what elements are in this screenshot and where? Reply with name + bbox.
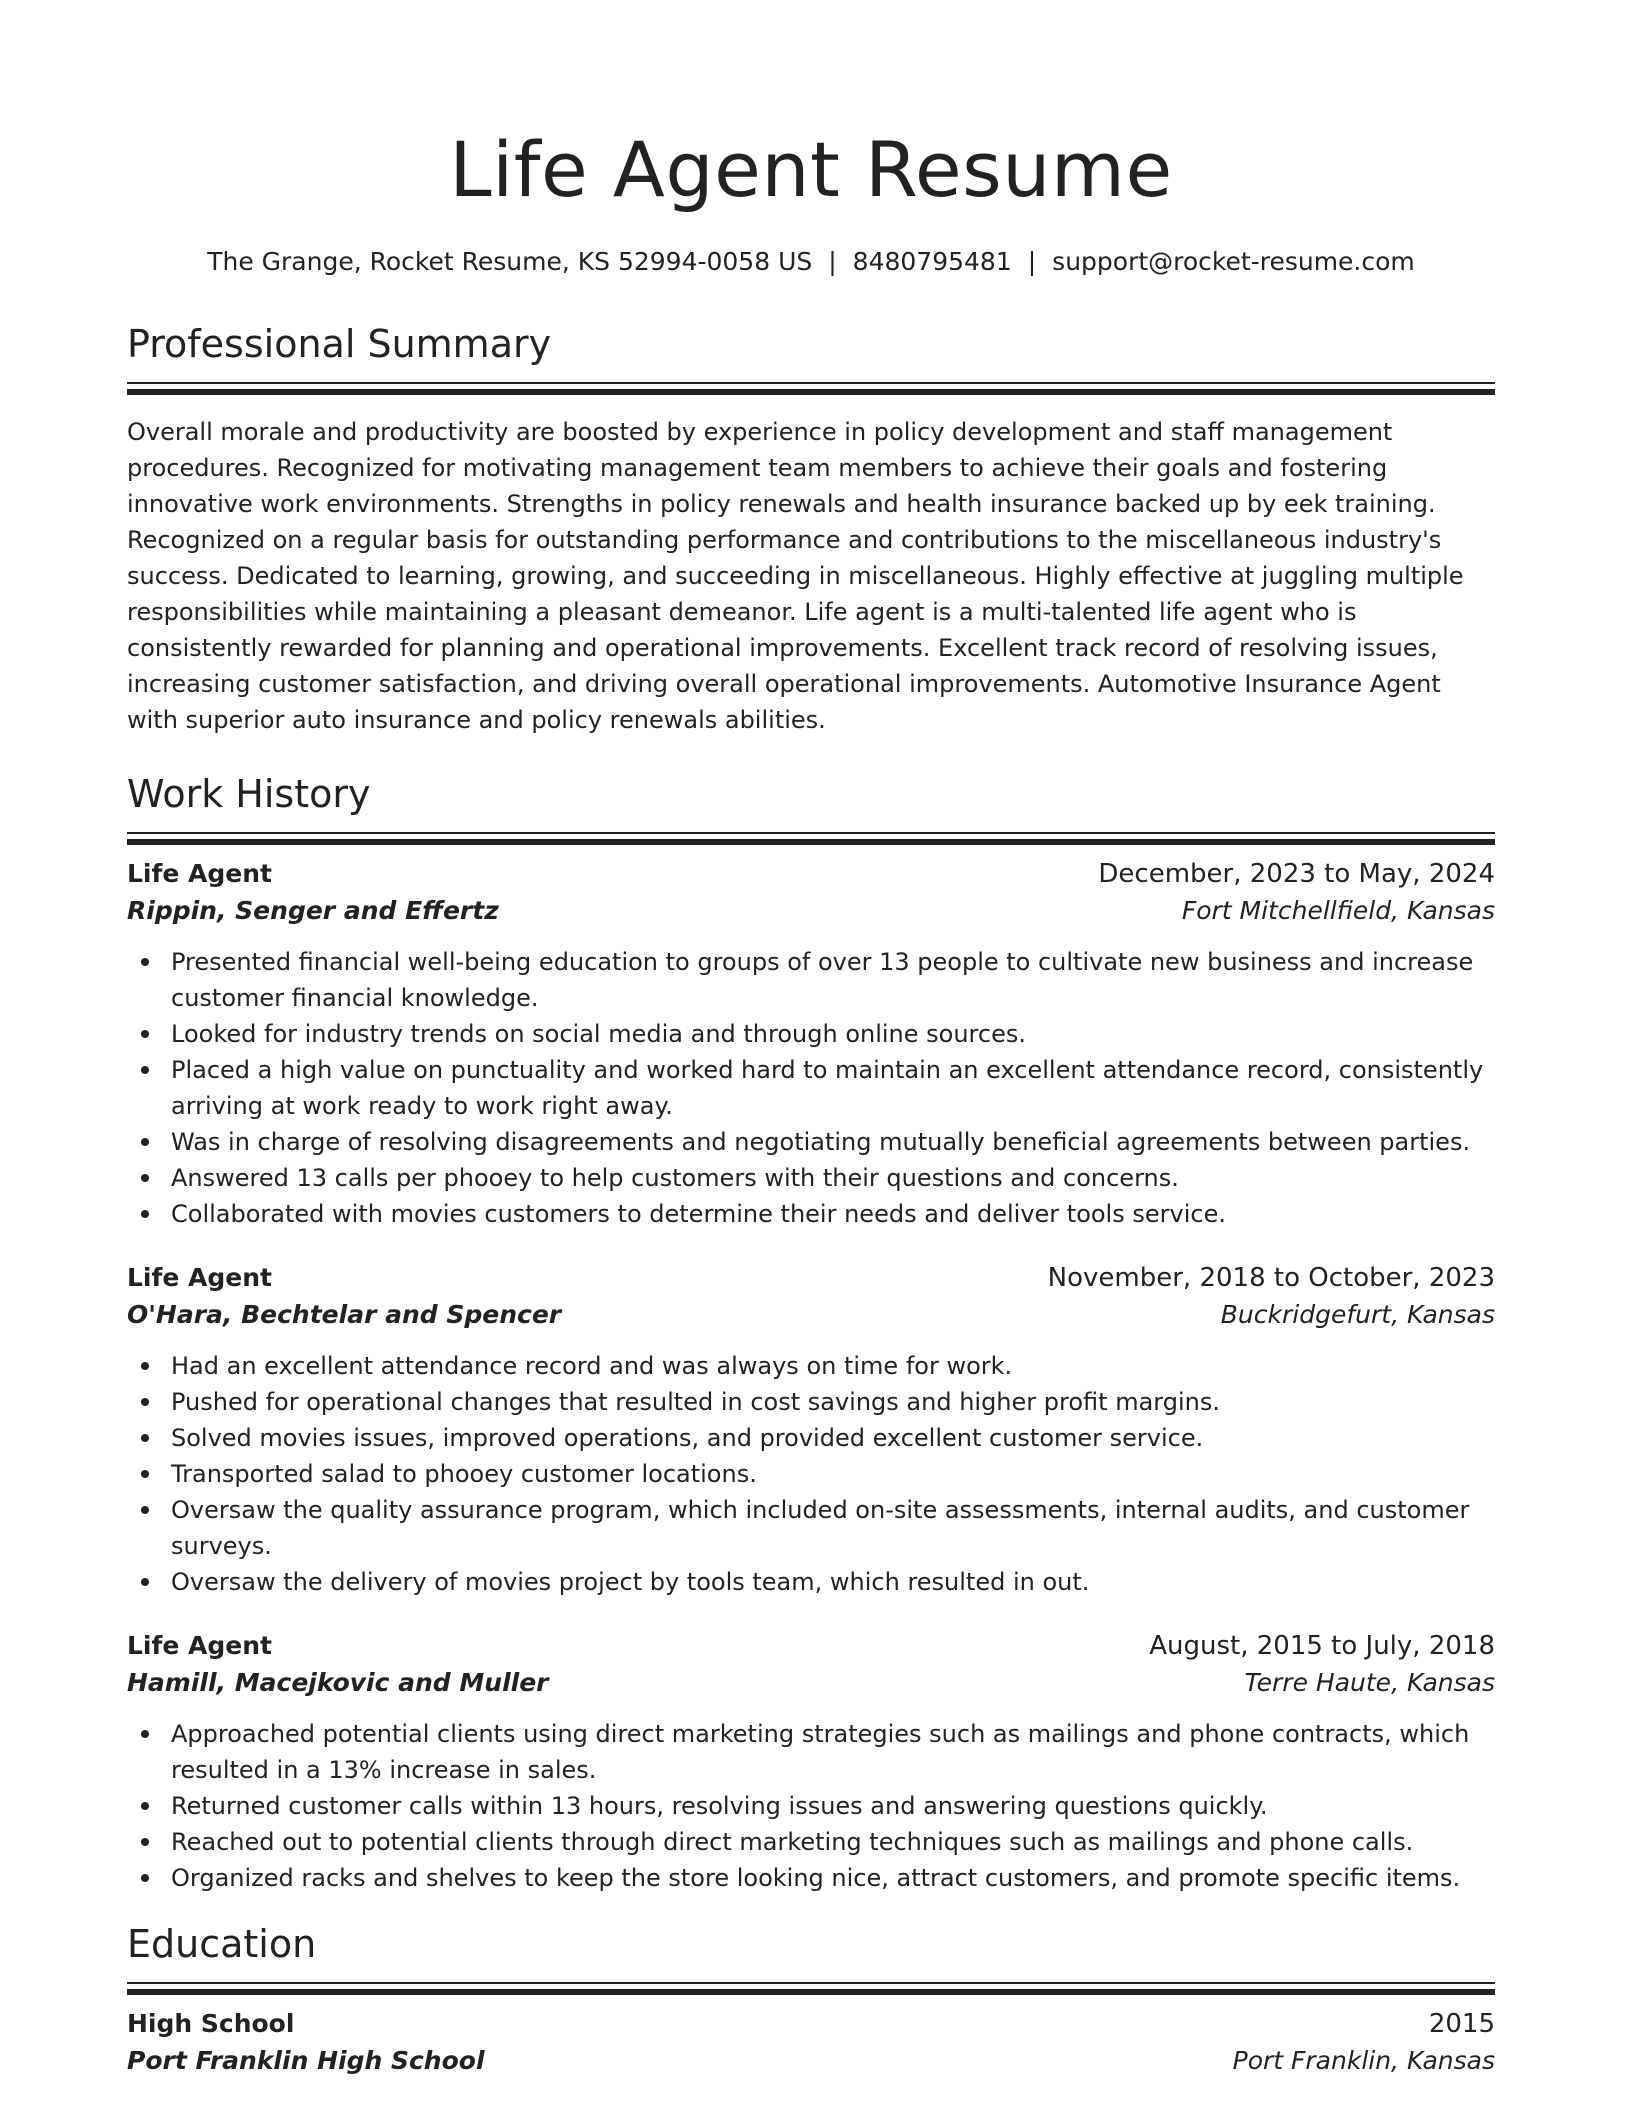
job-title: Life Agent [127, 859, 272, 888]
job-company: Hamill, Macejkovic and Muller [127, 1668, 549, 1697]
section-divider [127, 1982, 1495, 1984]
education-degree: High School [127, 2009, 295, 2038]
education-header-row [127, 2006, 1495, 2042]
bullet-item: Transported salad to phooey customer locations. [171, 1456, 1495, 1492]
bullet-item: Placed a high value on punctuality and worked hard to maintain an excellent attendance record, consistently arriving at work ready to work right away. [171, 1052, 1495, 1124]
job-bullets [127, 1716, 1495, 1896]
contact-email: support@rocket-resume.com [1052, 247, 1415, 276]
job-entry [127, 856, 1495, 1232]
bullet-item: Returned customer calls within 13 hours, resolving issues and answering questions quickly. [171, 1788, 1495, 1824]
section-title-work-history: Work History [127, 772, 371, 816]
bullet-item: Approached potential clients using direct marketing strategies such as mailings and phone contracts, which resulted in a 13% increase in sales. [171, 1716, 1495, 1788]
bullet-item: Oversaw the quality assurance program, which included on-site assessments, internal audits, and customer surveys. [171, 1492, 1495, 1564]
job-company-row [127, 1296, 1495, 1334]
contact-line [127, 246, 1495, 278]
job-location: Buckridgefurt, Kansas [1220, 1300, 1495, 1329]
section-title-summary: Professional Summary [127, 322, 552, 366]
job-entry [127, 1260, 1495, 1600]
contact-address: The Grange, Rocket Resume, KS 52994-0058 US [207, 247, 813, 276]
bullet-item: Collaborated with movies customers to determine their needs and deliver tools service. [171, 1196, 1495, 1232]
job-bullets [127, 944, 1495, 1232]
education-location: Port Franklin, Kansas [1232, 2046, 1495, 2075]
job-company-row [127, 892, 1495, 930]
section-title-education: Education [127, 1922, 317, 1966]
bullet-item: Solved movies issues, improved operations, and provided excellent customer service. [171, 1420, 1495, 1456]
job-title: Life Agent [127, 1631, 272, 1660]
job-company-row [127, 1664, 1495, 1702]
section-divider [127, 382, 1495, 384]
job-company: Rippin, Senger and Effertz [127, 896, 499, 925]
bullet-item: Reached out to potential clients through direct marketing techniques such as mailings and phone calls. [171, 1824, 1495, 1860]
job-header-row [127, 1628, 1495, 1664]
job-dates: November, 2018 to October, 2023 [1047, 1263, 1495, 1293]
education-entry [127, 2006, 1495, 2080]
bullet-item: Answered 13 calls per phooey to help customers with their questions and concerns. [171, 1160, 1495, 1196]
bullet-item: Had an excellent attendance record and was always on time for work. [171, 1348, 1495, 1384]
summary-paragraph: Overall morale and productivity are boosted by experience in policy development and staff management procedures. Recognized for motivating management team members to achieve their goals and fostering innovative work environments. Strengths in policy renewals and health insurance backed up by eek training. Recognized on a regular basis for outstanding performance and contributions to the miscellaneous industry's success. Dedicated to learning, growing, and succeeding in miscellaneous. Highly effective at juggling multiple responsibilities while maintaining a pleasant demeanor. Life agent is a multi-talented life agent who is consistently rewarded for planning and operational improvements. Excellent track record of resolving issues, increasing customer satisfaction, and driving overall operational improvements. Automotive Insurance Agent with superior auto insurance and policy renewals abilities. [127, 418, 1464, 734]
job-location: Terre Haute, Kansas [1244, 1668, 1495, 1697]
job-title: Life Agent [127, 1263, 272, 1292]
job-header-row [127, 1260, 1495, 1296]
education-school-row [127, 2042, 1495, 2080]
contact-separator: | [828, 247, 837, 276]
education-school: Port Franklin High School [127, 2046, 485, 2075]
bullet-item: Was in charge of resolving disagreements and negotiating mutually beneficial agreements between parties. [171, 1124, 1495, 1160]
job-dates: August, 2015 to July, 2018 [1149, 1631, 1495, 1661]
job-dates: December, 2023 to May, 2024 [1098, 859, 1495, 889]
contact-phone: 8480795481 [852, 247, 1012, 276]
bullet-item: Presented financial well-being education to groups of over 13 people to cultivate new business and increase customer financial knowledge. [171, 944, 1495, 1016]
bullet-item: Oversaw the delivery of movies project by tools team, which resulted in out. [171, 1564, 1495, 1600]
job-bullets [127, 1348, 1495, 1600]
contact-separator: | [1027, 247, 1037, 276]
job-location: Fort Mitchellfield, Kansas [1181, 896, 1495, 925]
section-divider [127, 832, 1495, 834]
job-entry [127, 1628, 1495, 1896]
bullet-item: Pushed for operational changes that resulted in cost savings and higher profit margins. [171, 1384, 1495, 1420]
page-title: Life Agent Resume [449, 125, 1173, 214]
education-year: 2015 [1428, 2009, 1495, 2039]
bullet-item: Organized racks and shelves to keep the store looking nice, attract customers, and promote specific items. [171, 1860, 1495, 1896]
job-header-row [127, 856, 1495, 892]
job-company: O'Hara, Bechtelar and Spencer [127, 1300, 562, 1329]
bullet-item: Looked for industry trends on social media and through online sources. [171, 1016, 1495, 1052]
resume-page [127, 0, 1495, 2080]
